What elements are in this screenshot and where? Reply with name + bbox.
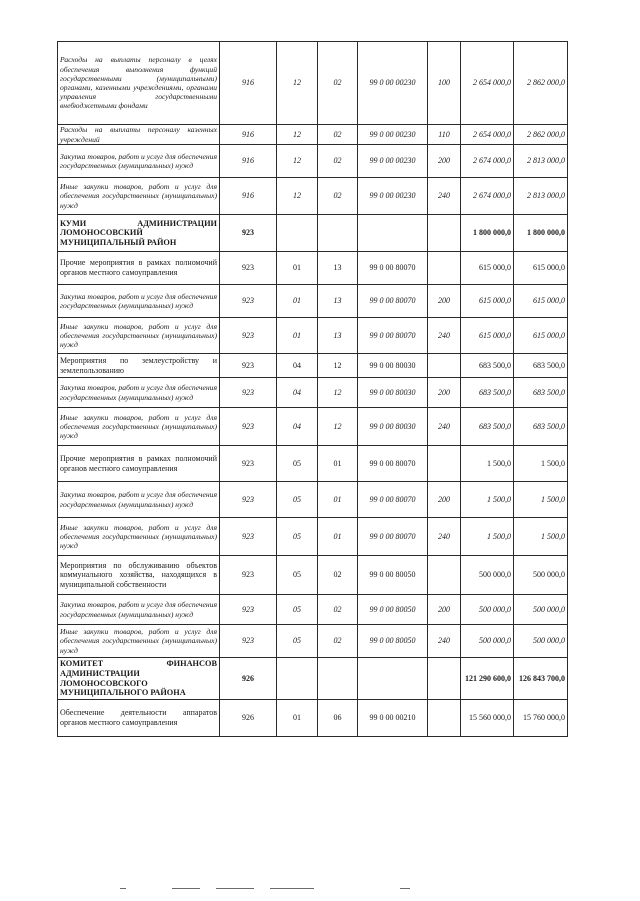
cell-amount-year1: 615 000,0 xyxy=(461,285,514,318)
cell-expense-type: 240 xyxy=(428,318,461,354)
cell-grbs: 923 xyxy=(220,446,277,482)
cell-target-article: 99 0 00 00230 xyxy=(358,145,428,178)
cell-description: Иные закупки товаров, работ и услуг для обеспечения государственных (муниципальных) нужд xyxy=(58,518,220,556)
cell-grbs: 923 xyxy=(220,408,277,446)
table-body xyxy=(58,42,568,737)
cell-target-article: 99 0 00 00230 xyxy=(358,178,428,215)
cell-expense-type: 200 xyxy=(428,145,461,178)
cell-target-article: 99 0 00 80050 xyxy=(358,595,428,625)
cell-section: 04 xyxy=(277,354,318,378)
cell-expense-type: 240 xyxy=(428,518,461,556)
cell-amount-year2: 2 862 000,0 xyxy=(514,125,568,145)
cell-amount-year1: 2 674 000,0 xyxy=(461,145,514,178)
table-row xyxy=(58,658,568,700)
cell-amount-year1: 1 500,0 xyxy=(461,518,514,556)
cell-description: Мероприятия по обслуживанию объектов коммунального хозяйства, находящихся в муниципальной собственности xyxy=(58,556,220,595)
cell-section xyxy=(277,658,318,700)
cell-amount-year1: 121 290 600,0 xyxy=(461,658,514,700)
cell-description: Иные закупки товаров, работ и услуг для обеспечения государственных (муниципальных) нужд xyxy=(58,318,220,354)
cell-expense-type: 200 xyxy=(428,378,461,408)
table-row xyxy=(58,215,568,252)
scan-artifact xyxy=(120,888,420,890)
cell-target-article: 99 0 00 80070 xyxy=(358,518,428,556)
table-row xyxy=(58,145,568,178)
cell-grbs: 923 xyxy=(220,285,277,318)
cell-amount-year2: 2 813 000,0 xyxy=(514,145,568,178)
cell-amount-year2: 1 500,0 xyxy=(514,446,568,482)
table-row xyxy=(58,518,568,556)
cell-description: Закупка товаров, работ и услуг для обеспечения государственных (муниципальных) нужд xyxy=(58,285,220,318)
table-row xyxy=(58,700,568,737)
cell-amount-year1: 615 000,0 xyxy=(461,318,514,354)
cell-target-article: 99 0 00 80030 xyxy=(358,408,428,446)
table-row xyxy=(58,556,568,595)
cell-amount-year2: 1 500,0 xyxy=(514,518,568,556)
cell-subsection: 02 xyxy=(318,595,358,625)
cell-amount-year1: 683 500,0 xyxy=(461,354,514,378)
cell-grbs: 923 xyxy=(220,252,277,285)
cell-section: 05 xyxy=(277,446,318,482)
table-row xyxy=(58,482,568,518)
cell-amount-year2: 500 000,0 xyxy=(514,595,568,625)
cell-amount-year2: 2 862 000,0 xyxy=(514,42,568,125)
cell-target-article: 99 0 00 80070 xyxy=(358,446,428,482)
cell-subsection: 02 xyxy=(318,42,358,125)
cell-grbs: 926 xyxy=(220,700,277,737)
cell-expense-type: 240 xyxy=(428,408,461,446)
table-row xyxy=(58,446,568,482)
cell-amount-year1: 500 000,0 xyxy=(461,625,514,658)
cell-grbs: 923 xyxy=(220,482,277,518)
cell-amount-year1: 500 000,0 xyxy=(461,556,514,595)
cell-expense-type xyxy=(428,556,461,595)
table-row xyxy=(58,625,568,658)
cell-subsection: 02 xyxy=(318,145,358,178)
cell-subsection: 12 xyxy=(318,378,358,408)
cell-amount-year2: 2 813 000,0 xyxy=(514,178,568,215)
budget-table xyxy=(57,41,568,737)
cell-description: Прочие мероприятия в рамках полномочий органов местного самоуправления xyxy=(58,446,220,482)
cell-section: 04 xyxy=(277,378,318,408)
cell-grbs: 923 xyxy=(220,556,277,595)
cell-subsection: 02 xyxy=(318,178,358,215)
cell-grbs: 916 xyxy=(220,145,277,178)
cell-amount-year1: 2 654 000,0 xyxy=(461,42,514,125)
cell-expense-type xyxy=(428,658,461,700)
cell-expense-type xyxy=(428,446,461,482)
cell-target-article xyxy=(358,215,428,252)
cell-description: Обеспечение деятельности аппаратов органов местного самоуправления xyxy=(58,700,220,737)
cell-target-article: 99 0 00 00230 xyxy=(358,125,428,145)
cell-amount-year1: 615 000,0 xyxy=(461,252,514,285)
cell-section: 01 xyxy=(277,252,318,285)
cell-amount-year1: 683 500,0 xyxy=(461,378,514,408)
cell-expense-type xyxy=(428,215,461,252)
cell-target-article: 99 0 00 80070 xyxy=(358,252,428,285)
cell-target-article: 99 0 00 80050 xyxy=(358,625,428,658)
cell-grbs: 923 xyxy=(220,378,277,408)
cell-description: Расходы на выплаты персоналу казенных учреждений xyxy=(58,125,220,145)
table-row xyxy=(58,318,568,354)
table-row xyxy=(58,178,568,215)
cell-subsection: 13 xyxy=(318,252,358,285)
cell-section xyxy=(277,215,318,252)
cell-grbs: 923 xyxy=(220,595,277,625)
cell-target-article: 99 0 00 00210 xyxy=(358,700,428,737)
cell-amount-year2: 683 500,0 xyxy=(514,408,568,446)
cell-description: Расходы на выплаты персоналу в целях обеспечения выполнения функций государственными (муниципальными) органами, казенными учреждениями, органами управления государственными внебюджетными фондами xyxy=(58,42,220,125)
cell-amount-year1: 1 800 000,0 xyxy=(461,215,514,252)
cell-description: Иные закупки товаров, работ и услуг для обеспечения государственных (муниципальных) нужд xyxy=(58,408,220,446)
cell-expense-type xyxy=(428,700,461,737)
table-row xyxy=(58,42,568,125)
cell-subsection: 01 xyxy=(318,482,358,518)
table-row xyxy=(58,285,568,318)
cell-expense-type xyxy=(428,252,461,285)
cell-grbs: 916 xyxy=(220,178,277,215)
cell-amount-year1: 1 500,0 xyxy=(461,446,514,482)
table-row xyxy=(58,595,568,625)
cell-grbs: 923 xyxy=(220,518,277,556)
cell-subsection: 01 xyxy=(318,518,358,556)
cell-description: Закупка товаров, работ и услуг для обеспечения государственных (муниципальных) нужд xyxy=(58,378,220,408)
cell-subsection: 13 xyxy=(318,285,358,318)
cell-amount-year2: 1 500,0 xyxy=(514,482,568,518)
cell-description: Закупка товаров, работ и услуг для обеспечения государственных (муниципальных) нужд xyxy=(58,482,220,518)
cell-expense-type: 240 xyxy=(428,625,461,658)
cell-subsection: 13 xyxy=(318,318,358,354)
cell-target-article: 99 0 00 80070 xyxy=(358,482,428,518)
cell-expense-type xyxy=(428,354,461,378)
cell-section: 12 xyxy=(277,145,318,178)
cell-amount-year1: 2 654 000,0 xyxy=(461,125,514,145)
cell-section: 01 xyxy=(277,285,318,318)
cell-description: КОМИТЕТ ФИНАНСОВ АДМИНИСТРАЦИИ ЛОМОНОСОВСКОГО МУНИЦИПАЛЬНОГО РАЙОНА xyxy=(58,658,220,700)
cell-subsection: 02 xyxy=(318,556,358,595)
cell-grbs: 926 xyxy=(220,658,277,700)
cell-section: 05 xyxy=(277,518,318,556)
cell-amount-year2: 615 000,0 xyxy=(514,318,568,354)
cell-subsection xyxy=(318,215,358,252)
table-row xyxy=(58,408,568,446)
cell-section: 04 xyxy=(277,408,318,446)
cell-expense-type: 240 xyxy=(428,178,461,215)
cell-amount-year1: 683 500,0 xyxy=(461,408,514,446)
cell-grbs: 923 xyxy=(220,318,277,354)
cell-subsection xyxy=(318,658,358,700)
cell-subsection: 12 xyxy=(318,408,358,446)
cell-subsection: 06 xyxy=(318,700,358,737)
cell-subsection: 02 xyxy=(318,125,358,145)
cell-grbs: 923 xyxy=(220,625,277,658)
cell-description: Иные закупки товаров, работ и услуг для обеспечения государственных (муниципальных) нужд xyxy=(58,178,220,215)
cell-section: 05 xyxy=(277,556,318,595)
cell-expense-type: 200 xyxy=(428,285,461,318)
cell-subsection: 12 xyxy=(318,354,358,378)
cell-amount-year1: 15 560 000,0 xyxy=(461,700,514,737)
cell-target-article: 99 0 00 00230 xyxy=(358,42,428,125)
cell-amount-year2: 615 000,0 xyxy=(514,285,568,318)
cell-amount-year2: 15 760 000,0 xyxy=(514,700,568,737)
cell-subsection: 02 xyxy=(318,625,358,658)
cell-amount-year2: 683 500,0 xyxy=(514,354,568,378)
cell-section: 12 xyxy=(277,178,318,215)
cell-section: 01 xyxy=(277,318,318,354)
cell-section: 05 xyxy=(277,595,318,625)
cell-target-article xyxy=(358,658,428,700)
cell-description: Мероприятия по землеустройству и землепользованию xyxy=(58,354,220,378)
cell-grbs: 923 xyxy=(220,215,277,252)
cell-section: 05 xyxy=(277,625,318,658)
cell-expense-type: 200 xyxy=(428,482,461,518)
cell-description: Закупка товаров, работ и услуг для обеспечения государственных (муниципальных) нужд xyxy=(58,145,220,178)
cell-amount-year1: 500 000,0 xyxy=(461,595,514,625)
cell-description: Прочие мероприятия в рамках полномочий органов местного самоуправления xyxy=(58,252,220,285)
cell-description: КУМИ АДМИНИСТРАЦИИ ЛОМОНОСОВСКИЙ МУНИЦИПАЛЬНЫЙ РАЙОН xyxy=(58,215,220,252)
cell-expense-type: 100 xyxy=(428,42,461,125)
cell-amount-year2: 500 000,0 xyxy=(514,556,568,595)
cell-amount-year2: 683 500,0 xyxy=(514,378,568,408)
cell-description: Закупка товаров, работ и услуг для обеспечения государственных (муниципальных) нужд xyxy=(58,595,220,625)
cell-description: Иные закупки товаров, работ и услуг для обеспечения государственных (муниципальных) нужд xyxy=(58,625,220,658)
cell-grbs: 916 xyxy=(220,125,277,145)
cell-target-article: 99 0 00 80070 xyxy=(358,318,428,354)
cell-expense-type: 200 xyxy=(428,595,461,625)
table-row xyxy=(58,125,568,145)
cell-amount-year2: 126 843 700,0 xyxy=(514,658,568,700)
table-row xyxy=(58,378,568,408)
cell-target-article: 99 0 00 80030 xyxy=(358,378,428,408)
cell-amount-year2: 500 000,0 xyxy=(514,625,568,658)
cell-grbs: 916 xyxy=(220,42,277,125)
cell-subsection: 01 xyxy=(318,446,358,482)
cell-amount-year2: 615 000,0 xyxy=(514,252,568,285)
table-row xyxy=(58,252,568,285)
cell-section: 12 xyxy=(277,125,318,145)
cell-amount-year1: 2 674 000,0 xyxy=(461,178,514,215)
cell-section: 05 xyxy=(277,482,318,518)
cell-amount-year1: 1 500,0 xyxy=(461,482,514,518)
cell-target-article: 99 0 00 80030 xyxy=(358,354,428,378)
cell-amount-year2: 1 800 000,0 xyxy=(514,215,568,252)
cell-target-article: 99 0 00 80070 xyxy=(358,285,428,318)
cell-section: 12 xyxy=(277,42,318,125)
table-row xyxy=(58,354,568,378)
cell-section: 01 xyxy=(277,700,318,737)
cell-expense-type: 110 xyxy=(428,125,461,145)
cell-target-article: 99 0 00 80050 xyxy=(358,556,428,595)
cell-grbs: 923 xyxy=(220,354,277,378)
